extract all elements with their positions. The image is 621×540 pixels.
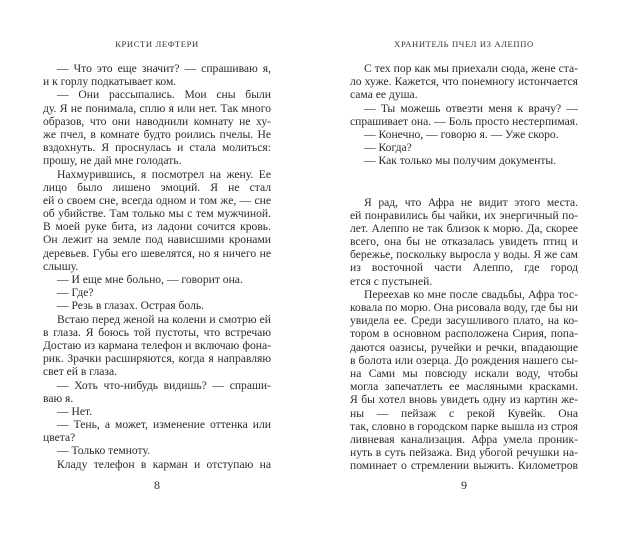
text-line: бережье, поскольку выросла у воды. Я же сам <box>350 248 578 262</box>
text-line: лет. Алеппо не так близок к морю. Да, скорее <box>350 221 578 235</box>
running-header-title: ХРАНИТЕЛЬ ПЧЕЛ ИЗ АЛЕППО <box>394 39 534 49</box>
text-line: увидела ее. Среди засушливого плато, на ко- <box>350 314 578 328</box>
left-page-text <box>43 62 271 471</box>
text-line: ей понравились бы чайки, их энергичный по- <box>350 208 578 222</box>
text-line: деревьев. Губы его шевелятся, но я ничего не <box>43 246 271 260</box>
right-page-text <box>350 62 578 472</box>
page-number: 8 <box>154 478 160 492</box>
text-line: — Ты можешь отвезти меня к врачу? — <box>364 101 578 115</box>
left-page <box>43 0 271 540</box>
text-line: Встаю перед женой на колени и смотрю ей <box>57 312 271 326</box>
text-line: Переехав ко мне после свадьбы, Афра тос- <box>364 287 578 301</box>
text-line: — Как только мы получим документы. <box>364 154 557 168</box>
text-line: из восточной части Алеппо, где город <box>350 261 578 275</box>
text-line: Нахмурившись, я посмотрел на жену. Ее <box>57 167 271 181</box>
page-number: 9 <box>461 478 467 492</box>
text-line: — Что это еще значит? — спрашиваю я, <box>57 62 271 75</box>
text-line: об убийстве. Там только мы с тем мужчиной. <box>43 207 271 221</box>
text-line: Он лежит на земле под нависшими кронами <box>43 233 271 247</box>
running-header-author: КРИСТИ ЛЕФТЕРИ <box>115 39 199 49</box>
text-line: же пчел, в комнате будто роились пчелы. Не <box>43 127 271 141</box>
text-line: в болота или озерца. До рождения нашего сы- <box>350 353 578 367</box>
text-line: всего, она бы не отказалась увидеть птиц и <box>350 235 578 249</box>
right-page <box>350 0 578 540</box>
text-line: ло хуже. Кажется, что понемногу истончается <box>350 75 578 89</box>
text-line: — Конечно, — говорю я. — Уже скоро. <box>364 127 559 141</box>
text-line: рик. Зрачки расширяются, когда я направляю <box>43 352 271 366</box>
text-line: ваю я. <box>43 391 74 405</box>
text-line: и к горлу подкатывает ком. <box>43 75 177 89</box>
text-line: сама ее душа. <box>350 88 418 102</box>
text-line: в глаза. Я боюсь той пустоты, что встречаю <box>43 325 271 339</box>
text-line: поминает о стремлении выжить. Километров <box>350 459 578 473</box>
text-line: — Тень, а может, изменение оттенка или <box>57 418 271 432</box>
text-line: — И еще мне больно, — говорит она. <box>57 273 243 286</box>
text-line: так, словно в городском парке вышла из строя <box>350 419 578 433</box>
text-line: даются оазисы, ручейки и речки, впадающие <box>350 340 578 354</box>
text-line: — Где? <box>57 286 94 300</box>
text-line: — Они рассыпались. Мои сны были <box>57 88 271 102</box>
text-line: Достаю из кармана телефон и включаю фона- <box>43 338 271 352</box>
text-line: ей о своем сне, всегда одном и том же, — сне <box>43 193 271 207</box>
text-line: образов, что они наводнили комнату не ху- <box>43 114 271 128</box>
text-line: нуть в суть пейзажа. Вид убогой речушки на- <box>350 446 578 460</box>
text-line: могла запечатлеть ее масляными красками. <box>350 380 578 394</box>
text-line: ется с пустыней. <box>350 274 433 288</box>
text-line: — Когда? <box>364 141 412 155</box>
text-line: спрашивает она. — Боль просто нестерпимая. <box>350 114 578 128</box>
text-line: — Резь в глазах. Острая боль. <box>57 299 205 313</box>
text-line: В моей руке бита, из ладони сочится кровь. <box>43 220 271 234</box>
text-line: ны — пейзаж с рекой Кувейк. Она <box>350 406 578 420</box>
text-line: слышу. <box>43 259 79 273</box>
text-line: ковала по морю. Она рисовала воду, где бы ни <box>350 301 578 314</box>
text-line: ливневая канализация. Афра умела проник- <box>350 432 578 446</box>
text-line: свет ей в глаза. <box>43 365 118 379</box>
text-line: Я рад, что Афра не видит этого места. <box>364 195 578 209</box>
text-line: С тех пор как мы приехали сюда, жене ста- <box>364 62 578 75</box>
text-line: — Нет. <box>57 404 93 418</box>
text-line: лицо было лишено эмоций. Я не стал <box>43 180 271 194</box>
text-line: тором в основном расположена Сирия, попа- <box>350 327 578 341</box>
text-line: прошу, не дай мне голодать. <box>43 154 182 168</box>
section-break <box>350 168 578 196</box>
text-line: — Только темноту. <box>57 444 151 458</box>
text-line: ду. Я не понимала, сплю я или нет. Так много <box>43 101 271 115</box>
text-line: Я бы хотел вновь увидеть одну из картин же- <box>350 393 578 407</box>
text-line: вздохнуть. Я проснулась и стала молиться: <box>43 141 271 155</box>
text-line: — Хоть что-нибудь видишь? — спраши- <box>57 378 271 392</box>
text-line: цвета? <box>43 431 76 445</box>
text-line: на Сами мы повсюду искали воду, чтобы <box>350 366 578 380</box>
text-line: Кладу телефон в карман и отступаю на <box>57 457 271 471</box>
